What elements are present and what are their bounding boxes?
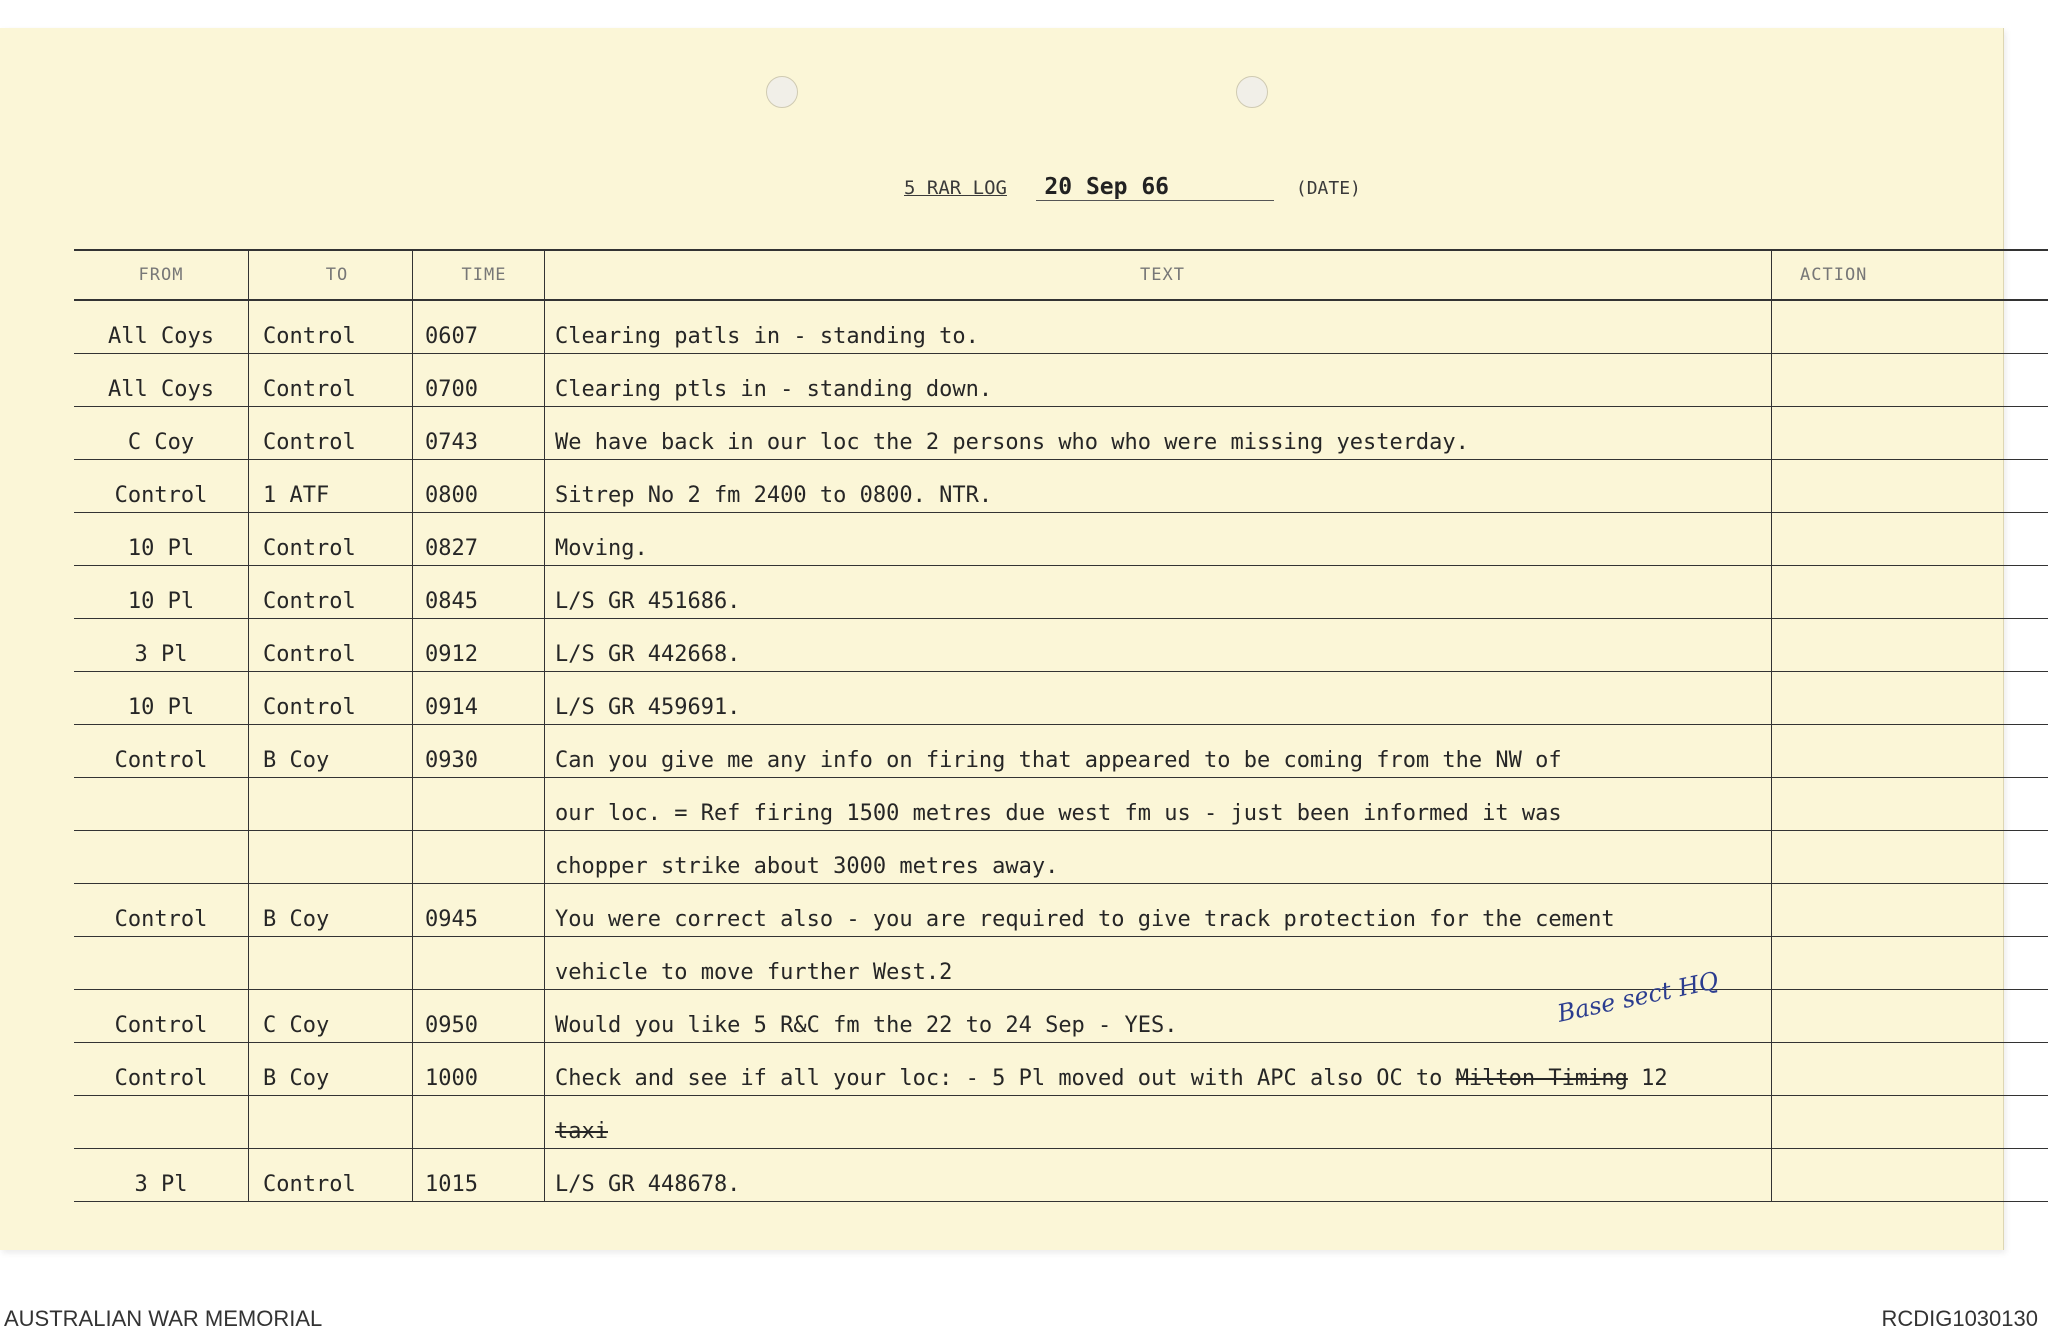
table-row: [74, 1149, 2048, 1202]
cell-text: Would you like 5 R&C fm the 22 to 24 Sep - YES.: [545, 990, 1772, 1043]
cell-text: L/S GR 448678.: [545, 1149, 1772, 1202]
cell-to: Control: [249, 407, 413, 460]
cell-time: 0743: [413, 407, 545, 460]
cell-to: B Coy: [249, 884, 413, 937]
cell-text: L/S GR 459691.: [545, 672, 1772, 725]
cell-from: [74, 778, 249, 831]
cell-action: [1772, 566, 2048, 619]
cell-from: 10 Pl: [74, 513, 249, 566]
cell-to: Control: [249, 513, 413, 566]
footer-credit: AUSTRALIAN WAR MEMORIAL: [4, 1306, 323, 1331]
header-action: ACTION: [1772, 250, 2048, 300]
cell-action: [1772, 725, 2048, 778]
log-date: 20 Sep 66: [1036, 174, 1274, 201]
cell-action: [1772, 831, 2048, 884]
punch-hole-right: [1236, 76, 1268, 108]
cell-action: [1772, 937, 2048, 990]
cell-to: [249, 937, 413, 990]
cell-from: 3 Pl: [74, 619, 249, 672]
cell-to: Control: [249, 619, 413, 672]
table-row: [74, 937, 2048, 990]
cell-time: 0945: [413, 884, 545, 937]
cell-from: 10 Pl: [74, 566, 249, 619]
cell-from: C Coy: [74, 407, 249, 460]
cell-from: Control: [74, 1043, 249, 1096]
cell-time: 0800: [413, 460, 545, 513]
header-text: TEXT: [545, 250, 1772, 300]
footer-id: RCDIG1030130: [1881, 1306, 2038, 1331]
cell-action: [1772, 990, 2048, 1043]
cell-text: chopper strike about 3000 metres away.: [545, 831, 1772, 884]
cell-to: Control: [249, 300, 413, 354]
log-title: 5 RAR LOG: [904, 177, 1007, 199]
cell-to: Control: [249, 1149, 413, 1202]
cell-to: [249, 831, 413, 884]
cell-time: 0930: [413, 725, 545, 778]
cell-text-1000: [545, 1043, 1772, 1096]
cell-action: [1772, 1043, 2048, 1096]
cell-time: 1015: [413, 1149, 545, 1202]
table-row: [74, 990, 2048, 1043]
cell-from: Control: [74, 725, 249, 778]
header-to: TO: [249, 250, 413, 300]
cell-action: [1772, 407, 2048, 460]
header-from: FROM: [74, 250, 249, 300]
cell-action: [1772, 513, 2048, 566]
cell-from: Control: [74, 990, 249, 1043]
cell-from: 10 Pl: [74, 672, 249, 725]
cell-text: L/S GR 442668.: [545, 619, 1772, 672]
cell-from: [74, 1096, 249, 1149]
cell-from: [74, 831, 249, 884]
cell-time: 0912: [413, 619, 545, 672]
cell-text: vehicle to move further West.2: [545, 937, 1772, 990]
cell-action: [1772, 1096, 2048, 1149]
cell-text: You were correct also - you are required to give track protection for the cement: [545, 884, 1772, 937]
cell-time: 0914: [413, 672, 545, 725]
table-row: [74, 884, 2048, 937]
struck-text: Milton Timing: [1455, 1066, 1628, 1091]
cell-action: [1772, 672, 2048, 725]
table-row: [74, 831, 2048, 884]
cell-to: C Coy: [249, 990, 413, 1043]
cell-from: All Coys: [74, 300, 249, 354]
table-row: [74, 725, 2048, 778]
cell-action: [1772, 300, 2048, 354]
table-row: [74, 300, 2048, 354]
cell-action: [1772, 778, 2048, 831]
handwritten-insert: Base sect HQ: [1554, 966, 1722, 1028]
cell-action: [1772, 354, 2048, 407]
cell-action: [1772, 884, 2048, 937]
cell-time: [413, 1096, 545, 1149]
cell-to: B Coy: [249, 1043, 413, 1096]
cell-time: 0607: [413, 300, 545, 354]
cell-from: Control: [74, 460, 249, 513]
cell-text: Sitrep No 2 fm 2400 to 0800. NTR.: [545, 460, 1772, 513]
cell-time: [413, 831, 545, 884]
cell-action: [1772, 1149, 2048, 1202]
cell-time: 0700: [413, 354, 545, 407]
cell-text: L/S GR 451686.: [545, 566, 1772, 619]
punch-hole-left: [766, 76, 798, 108]
cell-to: B Coy: [249, 725, 413, 778]
cell-time: [413, 937, 545, 990]
table-row: [74, 566, 2048, 619]
cell-text-main: Check and see if all your loc: - 5 Pl moved out with APC also OC to: [555, 1066, 1443, 1091]
cell-time: [413, 778, 545, 831]
cell-time: 0845: [413, 566, 545, 619]
cell-text: [545, 1096, 1772, 1149]
table-row: [74, 672, 2048, 725]
log-header: [904, 174, 1361, 201]
struck-taxi: taxi: [555, 1119, 608, 1144]
date-label: (DATE): [1295, 178, 1361, 199]
table-row: [74, 619, 2048, 672]
log-entries: [74, 300, 2048, 1202]
cell-text: Clearing ptls in - standing down.: [545, 354, 1772, 407]
cell-from: Control: [74, 884, 249, 937]
table-row: [74, 460, 2048, 513]
table-row: [74, 778, 2048, 831]
log-table: [74, 249, 2048, 1202]
cell-from: All Coys: [74, 354, 249, 407]
table-row: [74, 354, 2048, 407]
table-row: [74, 1096, 2048, 1149]
cell-text: Moving.: [545, 513, 1772, 566]
cell-time: 0950: [413, 990, 545, 1043]
header-time: TIME: [413, 250, 545, 300]
cell-to: Control: [249, 672, 413, 725]
cell-from: [74, 937, 249, 990]
cell-time: 0827: [413, 513, 545, 566]
cell-text: our loc. = Ref firing 1500 metres due west fm us - just been informed it was: [545, 778, 1772, 831]
cell-action: [1772, 619, 2048, 672]
cell-to: 1 ATF: [249, 460, 413, 513]
cell-from: 3 Pl: [74, 1149, 249, 1202]
cell-text: Can you give me any info on firing that appeared to be coming from the NW of: [545, 725, 1772, 778]
cell-text-tail: 12: [1627, 1066, 1668, 1091]
table-row: [74, 513, 2048, 566]
cell-action: [1772, 460, 2048, 513]
cell-to: [249, 1096, 413, 1149]
cell-to: [249, 778, 413, 831]
table-header-row: [74, 250, 2048, 300]
cell-text: Clearing patls in - standing to.: [545, 300, 1772, 354]
cell-to: Control: [249, 354, 413, 407]
table-row: [74, 1043, 2048, 1096]
table-row: [74, 407, 2048, 460]
cell-text: We have back in our loc the 2 persons who who were missing yesterday.: [545, 407, 1772, 460]
cell-to: Control: [249, 566, 413, 619]
cell-time: 1000: [413, 1043, 545, 1096]
